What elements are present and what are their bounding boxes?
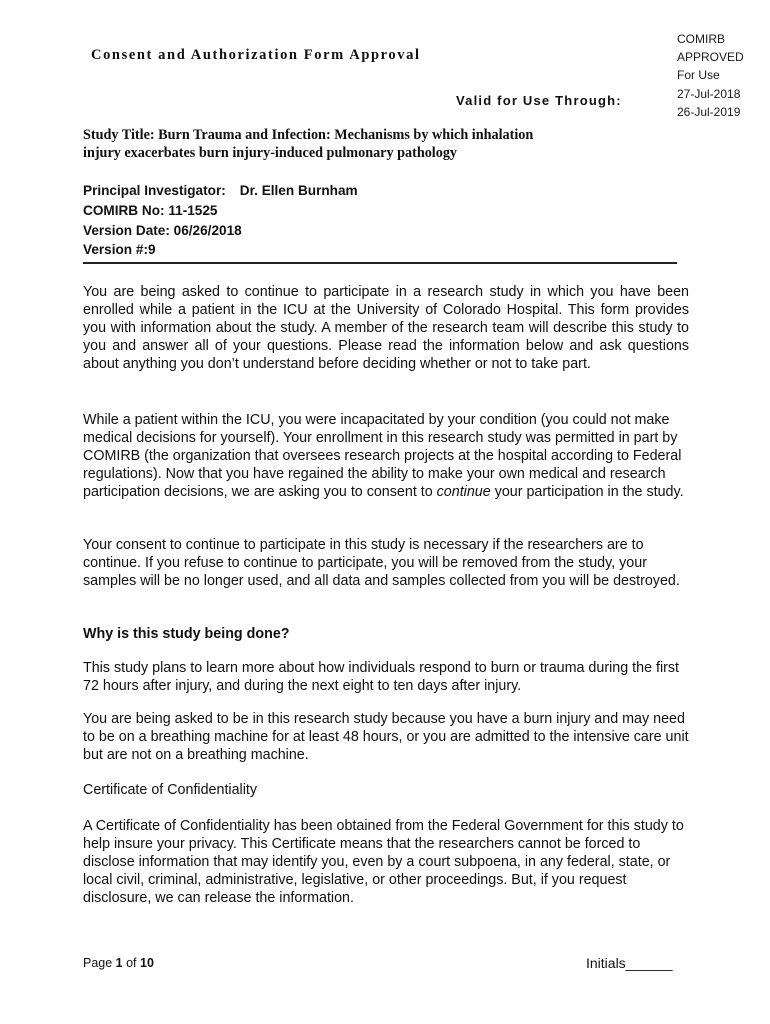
- certificate-paragraph: A Certificate of Confidentiality has been obtained from the Federal Government for this study to help insure your privacy. This Certificate means that the researchers cannot be forced to disclose information that may identify you, even by a court subpoena, in any federal, state, or local civil, criminal, administrative, legislative, or other proceedings. But, if you request disclosure, we can release the information.: [83, 818, 684, 906]
- page-prefix: Page: [83, 956, 116, 970]
- plans-paragraph: This study plans to learn more about how individuals respond to burn or trauma during the first 72 hours after injury, and during the next eight to ten days after injury.: [83, 660, 680, 694]
- page-total: 10: [140, 956, 154, 970]
- stamp-expiry-date: 26-Jul-2019: [677, 104, 741, 119]
- icu-paragraph-emphasis: continue: [436, 484, 491, 500]
- consent-paragraph: Your consent to continue to participate in this study is necessary if the researchers are to continue. If you refuse to continue to participate, you will be removed from the study, your samples will be no longer used, and all data and samples collected from you will be destroyed.: [83, 537, 680, 589]
- why-heading: Why is this study being done?: [83, 626, 290, 642]
- intro-paragraph: You are being asked to continue to participate in a research study in which you have been enrolled while a patient in the ICU at the University of Colorado Hospital. This form provides you with information about the study. A member of the research team will describe this study to you and answer all of your questions. Please read the information below and ask questions about anything you don’t understand before deciding whether or not to take part.: [83, 284, 689, 372]
- approval-stamp: [677, 30, 767, 121]
- page-of: of: [122, 956, 140, 970]
- study-metadata: [83, 181, 358, 260]
- page-number: [83, 956, 154, 970]
- stamp-approved-date: 27-Jul-2018: [677, 86, 741, 101]
- pi-label: Principal Investigator:: [83, 183, 226, 198]
- version-date: Version Date: 06/26/2018: [83, 222, 242, 238]
- study-title: [83, 126, 603, 162]
- initials-field[interactable]: Initials______: [586, 955, 673, 971]
- stamp-line-for-use: For Use: [677, 68, 720, 83]
- study-title-line-1: Study Title: Burn Trauma and Infection: Mechanisms by which inhalation: [83, 127, 534, 143]
- certificate-heading: Certificate of Confidentiality: [83, 782, 258, 798]
- icu-paragraph-text: While a patient within the ICU, you were incapacitated by your condition (you could not make medical decisions for yourself). Your enrollment in this research study was permitted in part by COMIRB (the organization that oversees research projects at the hospital according to Federal regulations). Now that you have regained the ability to make your own medical and research participation decisions, we are asking you to consent to: [83, 412, 682, 500]
- comirb-number: COMIRB No: 11-1525: [83, 202, 218, 218]
- pi-value: Dr. Ellen Burnham: [239, 183, 358, 198]
- valid-for-use-label: Valid for Use Through:: [456, 93, 622, 108]
- icu-paragraph: [83, 411, 689, 501]
- stamp-line-approved: APPROVED: [677, 50, 744, 65]
- form-title: Consent and Authorization Form Approval: [91, 47, 421, 63]
- page-current: 1: [115, 956, 123, 970]
- icu-paragraph-end: your participation in the study.: [490, 484, 684, 500]
- reason-paragraph: You are being asked to be in this research study because you have a burn injury and may need to be on a breathing machine for at least 48 hours, or you are admitted to the intensive care unit but are not on a breathing machine.: [83, 711, 689, 763]
- version-number: Version #:9: [83, 242, 156, 258]
- study-title-line-2: injury exacerbates burn injury-induced pulmonary pathology: [83, 145, 458, 161]
- stamp-line-comirb: COMIRB: [677, 32, 725, 46]
- header-divider: [83, 262, 677, 264]
- principal-investigator-row: [83, 181, 358, 201]
